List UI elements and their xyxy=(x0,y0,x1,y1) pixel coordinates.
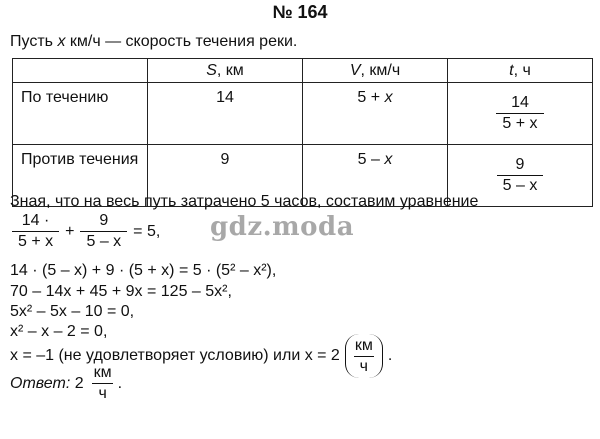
solution-line-2: 70 – 14x + 45 + 9x = 125 – 5x², xyxy=(10,283,232,300)
row-label: По течению xyxy=(13,83,148,145)
row-v-num: 5 + xyxy=(357,89,385,106)
row-t-fraction xyxy=(497,156,544,195)
row-t-numerator: 9 xyxy=(515,156,525,173)
equation-rhs: = 5, xyxy=(133,222,161,240)
unit-parentheses xyxy=(345,334,383,378)
unit-numerator: км xyxy=(354,336,373,354)
equation-fraction-2 xyxy=(80,212,127,251)
row-t-denominator: 5 – x xyxy=(497,175,544,195)
header-t-var: t xyxy=(509,61,514,79)
answer-label: Ответ: xyxy=(10,374,71,392)
answer-unit-fraction xyxy=(88,364,118,403)
answer-unit-numerator: км xyxy=(93,364,112,381)
equation-fraction-1 xyxy=(12,212,59,251)
header-v-var: V xyxy=(349,61,361,79)
solution-line-4: x² – x – 2 = 0, xyxy=(10,323,108,340)
header-s xyxy=(148,59,303,83)
answer-unit-denominator: ч xyxy=(92,383,112,403)
problem-number: № 164 xyxy=(272,2,328,22)
solution-line-5-end: . xyxy=(387,347,393,364)
header-v xyxy=(303,59,448,83)
unit-denominator: ч xyxy=(354,356,374,376)
answer-value: 2 xyxy=(70,374,84,392)
row-s: 14 xyxy=(148,83,303,145)
statement-line: Зная, что на весь путь затрачено 5 часов, составим уравнение xyxy=(10,193,479,210)
row-t xyxy=(448,83,593,145)
row-v-var: x xyxy=(384,151,393,168)
fraction-2-numerator: 9 xyxy=(99,212,109,229)
table-row xyxy=(13,83,593,145)
intro-line xyxy=(10,33,297,51)
row-t-denominator: 5 + x xyxy=(496,113,543,133)
row-v-var: x xyxy=(384,89,393,106)
data-table xyxy=(12,58,593,207)
header-t-unit: , ч xyxy=(513,61,531,79)
header-empty xyxy=(13,59,148,83)
unit-fraction xyxy=(349,337,379,376)
solution-line-5-text: x = –1 (не удовлетворяет условию) или x = 2 xyxy=(10,347,340,364)
answer-end: . xyxy=(117,374,123,392)
fraction-2-denominator: 5 – x xyxy=(80,231,127,251)
table-header-row xyxy=(13,59,593,83)
equation-line xyxy=(12,212,160,251)
row-label: Против течения xyxy=(13,145,148,207)
row-t-numerator: 14 xyxy=(511,94,529,111)
row-v xyxy=(303,83,448,145)
intro-var: x xyxy=(57,33,66,50)
solution-line-1: 14 · (5 – x) + 9 · (5 + x) = 5 · (5² – x²), xyxy=(10,262,277,279)
plus-sign: + xyxy=(65,222,75,240)
header-t xyxy=(448,59,593,83)
fraction-1-denominator: 5 + x xyxy=(12,231,59,251)
watermark: gdz.moda xyxy=(210,212,355,242)
row-v-num: 5 – xyxy=(357,151,385,168)
row-s: 9 xyxy=(148,145,303,207)
answer-line xyxy=(10,364,122,403)
header-v-unit: , км/ч xyxy=(360,61,401,79)
intro-after: км/ч — скорость течения реки. xyxy=(65,33,298,50)
header-s-var: S xyxy=(206,61,217,79)
solution-line-3: 5x² – 5x – 10 = 0, xyxy=(10,303,135,320)
fraction-1-numerator: 14 · xyxy=(21,212,50,229)
intro-before: Пусть xyxy=(10,33,58,50)
header-s-unit: , км xyxy=(216,61,244,79)
row-t-fraction xyxy=(496,94,543,133)
